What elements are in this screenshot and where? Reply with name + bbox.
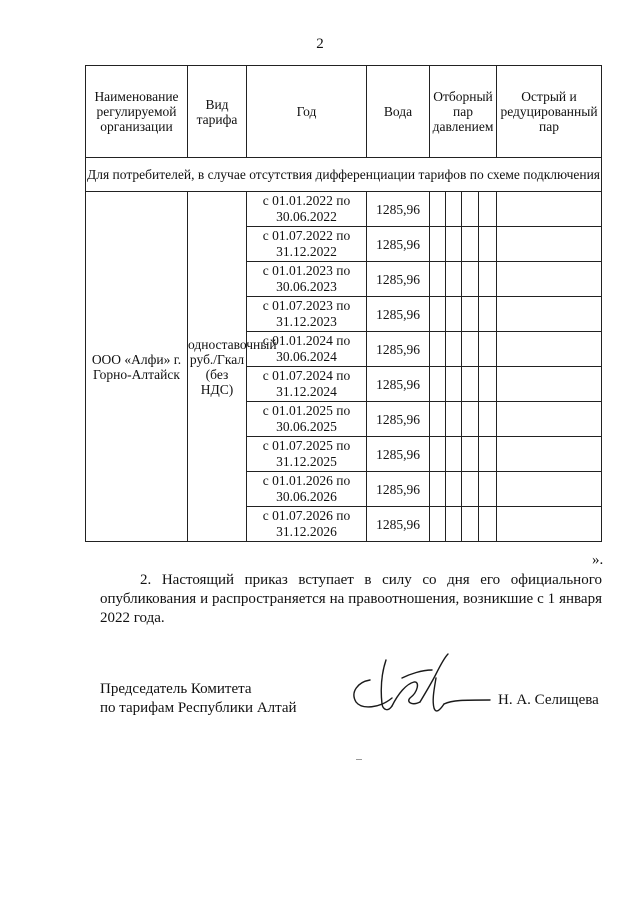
water-value-cell: 1285,96 [367,507,430,542]
period-cell: с 01.07.2026 по 31.12.2026 [247,507,367,542]
page-number: 2 [316,36,324,52]
water-value-cell: 1285,96 [367,297,430,332]
period-cell: с 01.01.2023 по 30.06.2023 [247,262,367,297]
period-cell: с 01.07.2024 по 31.12.2024 [247,367,367,402]
header-steam-selected: Отборный пар давлением [430,66,497,158]
water-value-cell: 1285,96 [367,332,430,367]
water-value-cell: 1285,96 [367,192,430,227]
org-name-cell: ООО «Алфи» г. Горно-Алтайск [86,192,188,542]
footer-dash [356,759,362,760]
period-cell: с 01.07.2022 по 31.12.2022 [247,227,367,262]
period-cell: с 01.07.2023 по 31.12.2023 [247,297,367,332]
header-water: Вода [367,66,430,158]
period-cell: с 01.01.2025 по 30.06.2025 [247,402,367,437]
period-cell: с 01.07.2025 по 31.12.2025 [247,437,367,472]
table-row [86,192,602,227]
signatory-title [100,680,297,718]
table-header-row [86,66,602,158]
header-year: Год [247,66,367,158]
header-org: Наименование регулируемой организации [86,66,188,158]
period-cell: с 01.01.2026 по 30.06.2026 [247,472,367,507]
signatory-title-line-1: Председатель Комитета [100,681,252,697]
period-cell: с 01.01.2024 по 30.06.2024 [247,332,367,367]
header-steam-sharp: Острый и редуцированный пар [497,66,602,158]
handwritten-signature [340,648,510,723]
order-paragraph: 2. Настоящий приказ вступает в силу со дня его официального опубликования и распространяется на правоотношения, возникшие с 1 января 2022 года. [100,572,602,626]
header-tariff-type: Вид тарифа [188,66,247,158]
water-value-cell: 1285,96 [367,402,430,437]
table-subheader-row [86,158,602,192]
signatory-title-line-2: по тарифам Республики Алтай [100,700,297,716]
closing-quote: ». [592,552,604,568]
water-value-cell: 1285,96 [367,262,430,297]
water-value-cell: 1285,96 [367,437,430,472]
tariff-table [85,65,602,542]
signatory-name: Н. А. Селищева [498,692,599,708]
water-value-cell: 1285,96 [367,472,430,507]
table-subheader: Для потребителей, в случае отсутствия дифференциации тарифов по схеме подключения [86,158,602,192]
period-cell: с 01.01.2022 по 30.06.2022 [247,192,367,227]
water-value-cell: 1285,96 [367,227,430,262]
water-value-cell: 1285,96 [367,367,430,402]
tariff-desc-cell: одноставочный руб./Гкал (без НДС) [188,192,247,542]
